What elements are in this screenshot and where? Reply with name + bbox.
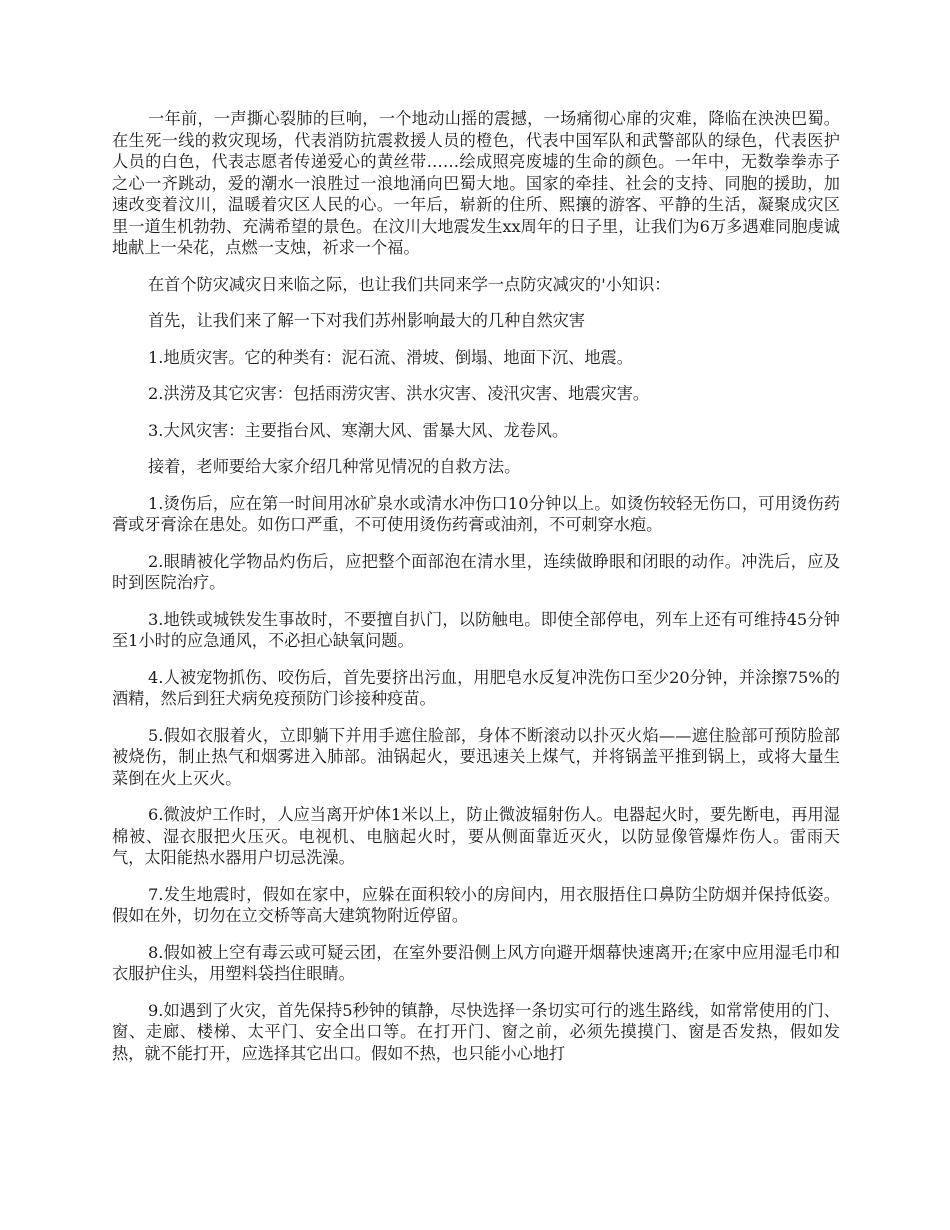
disaster-item-flood: 2.洪涝及其它灾害：包括雨涝灾害、洪水灾害、凌汛灾害、地震灾害。 (148, 384, 650, 403)
section-heading-self-rescue: 接着，老师要给大家介绍几种常见情况的自救方法。 (148, 457, 521, 476)
tip-subway-accident: 3.地铁或城铁发生事故时，不要擅自扒门，以防触电。即使全部停电，列车上还有可维持45分钟至1小时的应急通风，不必担心缺氧问题。 (112, 609, 840, 650)
tip-toxic-cloud: 8.假如被上空有毒云或可疑云团，在室外要沿侧上风方向避开烟幕快速离开;在家中应用湿毛巾和衣服护住头，用塑料袋挡住眼睛。 (112, 942, 840, 983)
disaster-item-geological: 1.地质灾害。它的种类有：泥石流、滑坡、倒塌、地面下沉、地震。 (148, 347, 633, 367)
tip-burns: 1.烫伤后，应在第一时间用冰矿泉水或清水冲伤口10分钟以上。如烫伤较轻无伤口，可用烫伤药膏或牙膏涂在患处。如伤口严重，不可使用烫伤药膏或油剂，不可刺穿水疱。 (112, 493, 840, 534)
tip-earthquake: 7.发生地震时，假如在家中，应躲在面积较小的房间内，用衣服捂住口鼻防尘防烟并保持低姿。假如在外，切勿在立交桥等高大建筑物附近停留。 (112, 884, 840, 925)
tip-microwave-electric: 6.微波炉工作时，人应当离开炉体1米以上，防止微波辐射伤人。电器起火时，要先断电，再用湿棉被、湿衣服把火压灭。电视机、电脑起火时，要从侧面靠近灭火，以防显像管爆炸伤人。雷雨天气，太阳能热水器用户切忌洗澡。 (112, 805, 840, 867)
tip-eye-chemical: 2.眼睛被化学物品灼伤后，应把整个面部泡在清水里，连续做睁眼和闭眼的动作。冲洗后，应及时到医院治疗。 (112, 551, 840, 592)
disaster-day-paragraph: 在首个防灾减灾日来临之际，也让我们共同来学一点防灾减灾的'小知识： (148, 274, 671, 294)
disaster-item-wind: 3.大风灾害：主要指台风、寒潮大风、雷暴大风、龙卷风。 (148, 420, 569, 440)
tip-pet-bite: 4.人被宠物抓伤、咬伤后，首先要挤出污血，用肥皂水反复冲洗伤口至少20分钟，并涂擦75%的酒精，然后到狂犬病免疫预防门诊接种疫苗。 (112, 667, 840, 708)
intro-paragraph: 一年前，一声撕心裂肺的巨响，一个地动山摇的震撼，一场痛彻心扉的灾难，降临在泱泱巴蜀。在生死一线的救灾现场，代表消防抗震救援人员的橙色，代表中国军队和武警部队的绿色，代表医护人员的白色，代表志愿者传递爱心的黄丝带……绘成照亮废墟的生命的颜色。一年中，无数拳拳赤子之心一齐跳动，爱的潮水一浪胜过一浪地涌向巴蜀大地。国家的牵挂、社会的支持、同胞的援助，加速改变着汶川，温暖着灾区人民的心。一年后，崭新的住所、熙攘的游客、平静的生活，凝聚成灾区里一道生机勃勃、充满希望的景色。在汶川大地震发生xx周年的日子里，让我们为6万多遇难同胞虔诚地献上一朵花，点燃一支烛，祈求一个福。 (112, 109, 840, 257)
document-page (112, 108, 840, 1079)
tip-clothes-fire: 5.假如衣服着火，立即躺下并用手遮住脸部，身体不断滚动以扑灭火焰——遮住脸部可预防脸部被烧伤，制止热气和烟雾进入肺部。油锅起火，要迅速关上煤气，并将锅盖平推到锅上，或将大量生菜倒在火上灭火。 (112, 725, 840, 788)
tip-fire-escape: 9.如遇到了火灾，首先保持5秒钟的镇静，尽快选择一条切实可行的逃生路线，如常常使用的门、窗、走廊、楼梯、太平门、安全出口等。在打开门、窗之前，必须先摸摸门、窗是否发热，假如发热，就不能打开，应选择其它出口。假如不热，也只能小心地打 (112, 1000, 840, 1063)
section-heading-disasters: 首先，让我们来了解一下对我们苏州影响最大的几种自然灾害 (148, 311, 586, 330)
